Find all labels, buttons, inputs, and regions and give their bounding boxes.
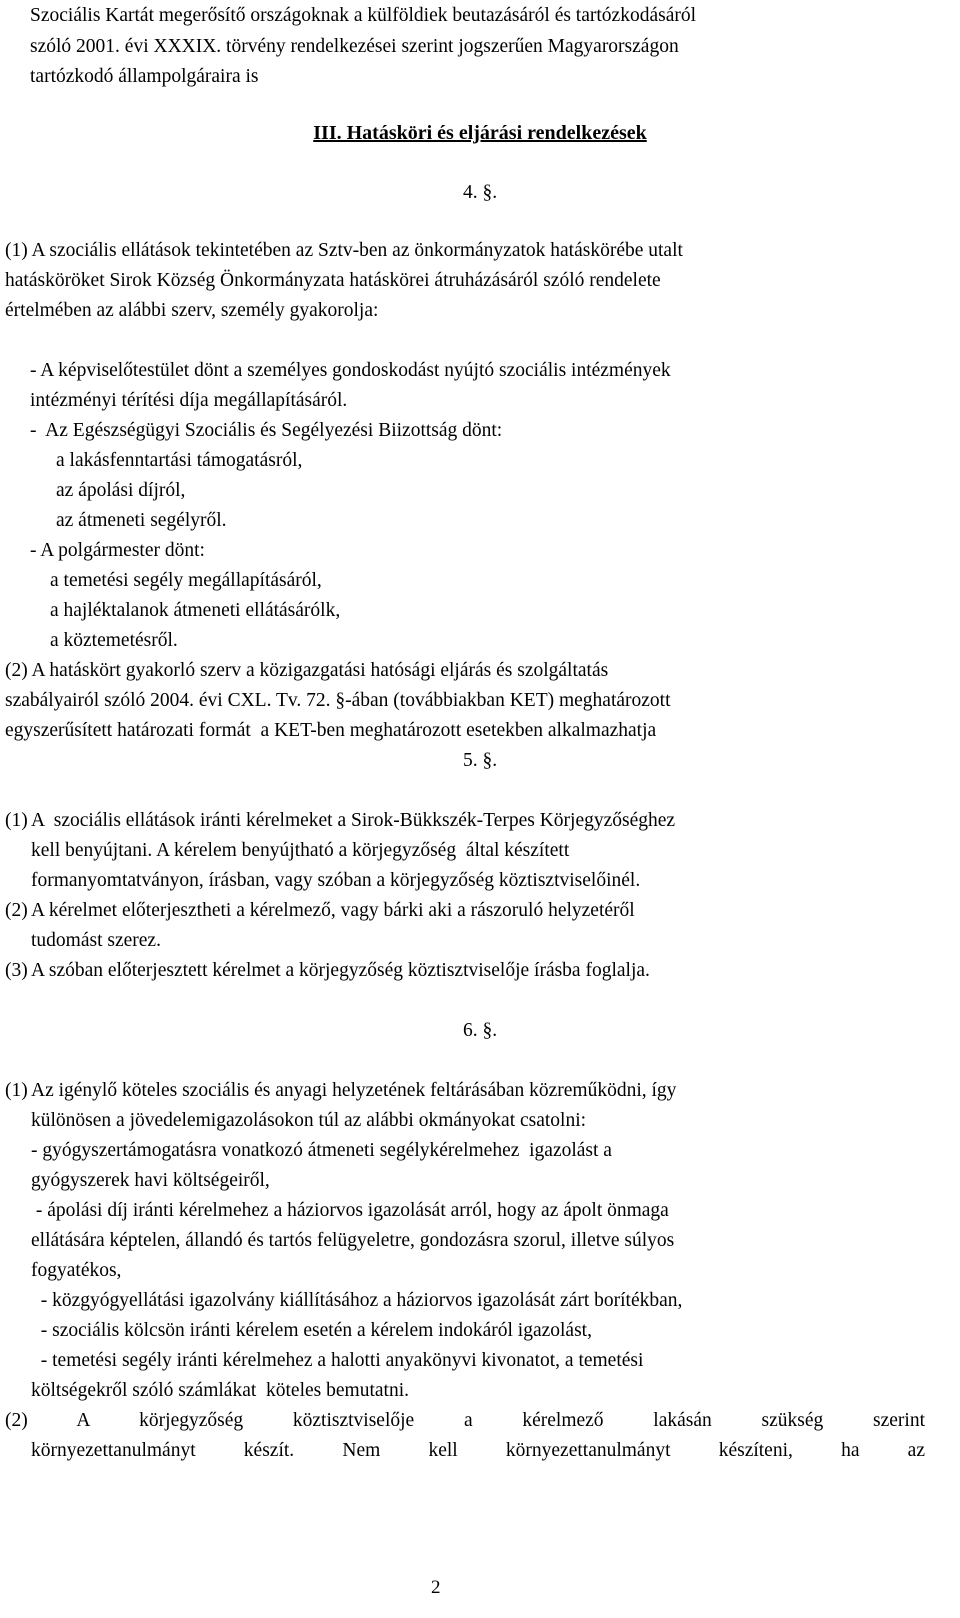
s6-p1-line: - szociális kölcsön iránti kérelem esetén a kérelem indokáról igazolást, bbox=[31, 1320, 592, 1341]
s4-mayor-heading: - A polgármester dönt: bbox=[30, 540, 205, 561]
intro-line: tartózkodó állampolgáraira is bbox=[30, 66, 259, 87]
page-number: 2 bbox=[431, 1577, 441, 1598]
s4-p1-line: (1) A szociális ellátások tekintetében az Sztv-ben az önkormányzatok hatáskörébe utalt bbox=[5, 240, 683, 261]
s5-p3-line: A szóban előterjesztett kérelmet a körjegyzőség köztisztviselője írásba foglalja. bbox=[31, 960, 650, 981]
paragraph-title-4: 4. §. bbox=[462, 182, 498, 203]
s6-p1-line: Az igénylő köteles szociális és anyagi helyzetének feltárásában közreműködni, így bbox=[31, 1080, 677, 1101]
s6-p1-number: (1) bbox=[5, 1080, 28, 1101]
s5-p1-line: kell benyújtani. A kérelem benyújtható a körjegyzőség által készített bbox=[31, 840, 570, 861]
s6-p2-line: (2) A körjegyzőség köztisztviselője a kérelmező lakásán szükség szerint bbox=[5, 1410, 925, 1431]
s4-p1-line: értelmében az alábbi szerv, személy gyakorolja: bbox=[5, 300, 379, 321]
s5-p1-line: A szociális ellátások iránti kérelmeket a Sirok-Bükkszék-Terpes Körjegyzőséghez bbox=[31, 810, 676, 831]
s5-p1-number: (1) bbox=[5, 810, 28, 831]
s5-p3-number: (3) bbox=[5, 960, 28, 981]
paragraph-title-6: 6. §. bbox=[462, 1020, 498, 1041]
s4-bullet-line: intézményi térítési díja megállapításáról. bbox=[30, 390, 348, 411]
s6-p2-line: környezettanulmányt készít. Nem kell környezettanulmányt készíteni, ha az bbox=[31, 1440, 925, 1461]
s4-committee-item: az átmeneti segélyről. bbox=[56, 510, 227, 531]
s4-committee-item: az ápolási díjról, bbox=[56, 480, 186, 501]
s5-p2-line: tudomást szerez. bbox=[31, 930, 161, 951]
s6-p1-line: fogyatékos, bbox=[31, 1260, 122, 1281]
s6-p1-line: - gyógyszertámogatásra vonatkozó átmeneti segélykérelmehez igazolást a bbox=[31, 1140, 612, 1161]
s6-p1-line: különösen a jövedelemigazolásokon túl az alábbi okmányokat csatolni: bbox=[31, 1110, 587, 1131]
s6-p1-line: költségekről szóló számlákat köteles bemutatni. bbox=[31, 1380, 409, 1401]
s4-p2-line: szabályairól szóló 2004. évi CXL. Tv. 72. §-ában (továbbiakban KET) meghatározott bbox=[5, 690, 671, 711]
s4-p2-line: (2) A hatáskört gyakorló szerv a közigazgatási hatósági eljárás és szolgáltatás bbox=[5, 660, 609, 681]
s4-p2-line: egyszerűsített határozati formát a KET-ben meghatározott esetekben alkalmazhatja bbox=[5, 720, 657, 741]
s5-p2-number: (2) bbox=[5, 900, 28, 921]
s4-mayor-item: a temetési segély megállapításáról, bbox=[50, 570, 322, 591]
s4-p1-line: hatásköröket Sirok Község Önkormányzata hatáskörei átruházásáról szóló rendelete bbox=[5, 270, 661, 291]
s5-p2-line: A kérelmet előterjesztheti a kérelmező, vagy bárki aki a rászoruló helyzetéről bbox=[31, 900, 635, 921]
section-heading: III. Hatásköri és eljárási rendelkezések bbox=[313, 122, 647, 144]
paragraph-title-5: 5. §. bbox=[462, 750, 498, 771]
s6-p1-line: ellátására képtelen, állandó és tartós felügyeletre, gondozásra szorul, illetve súlyos bbox=[31, 1230, 675, 1251]
s4-mayor-item: a hajléktalanok átmeneti ellátásárólk, bbox=[50, 600, 341, 621]
s6-p1-line: - közgyógyellátási igazolvány kiállításához a háziorvos igazolását zárt borítékban, bbox=[31, 1290, 683, 1311]
s6-p1-line: - ápolási díj iránti kérelmehez a háziorvos igazolását arról, hogy az ápolt önmaga bbox=[31, 1200, 669, 1221]
s6-p1-line: - temetési segély iránti kérelmehez a halotti anyakönyvi kivonatot, a temetési bbox=[31, 1350, 644, 1371]
intro-line: Szociális Kartát megerősítő országoknak a külföldiek beutazásáról és tartózkodásáról bbox=[30, 5, 697, 26]
s4-mayor-item: a köztemetésről. bbox=[50, 630, 178, 651]
s4-bullet-line: - A képviselőtestület dönt a személyes gondoskodást nyújtó szociális intézmények bbox=[30, 360, 671, 381]
intro-line: szóló 2001. évi XXXIX. törvény rendelkezései szerint jogszerűen Magyarországon bbox=[30, 36, 679, 57]
s4-committee-item: a lakásfenntartási támogatásról, bbox=[56, 450, 303, 471]
s4-committee-heading: - Az Egészségügyi Szociális és Segélyezési Biizottság dönt: bbox=[30, 420, 503, 441]
s6-p1-line: gyógyszerek havi költségeiről, bbox=[31, 1170, 270, 1191]
s5-p1-line: formanyomtatványon, írásban, vagy szóban a körjegyzőség köztisztviselőinél. bbox=[31, 870, 641, 891]
